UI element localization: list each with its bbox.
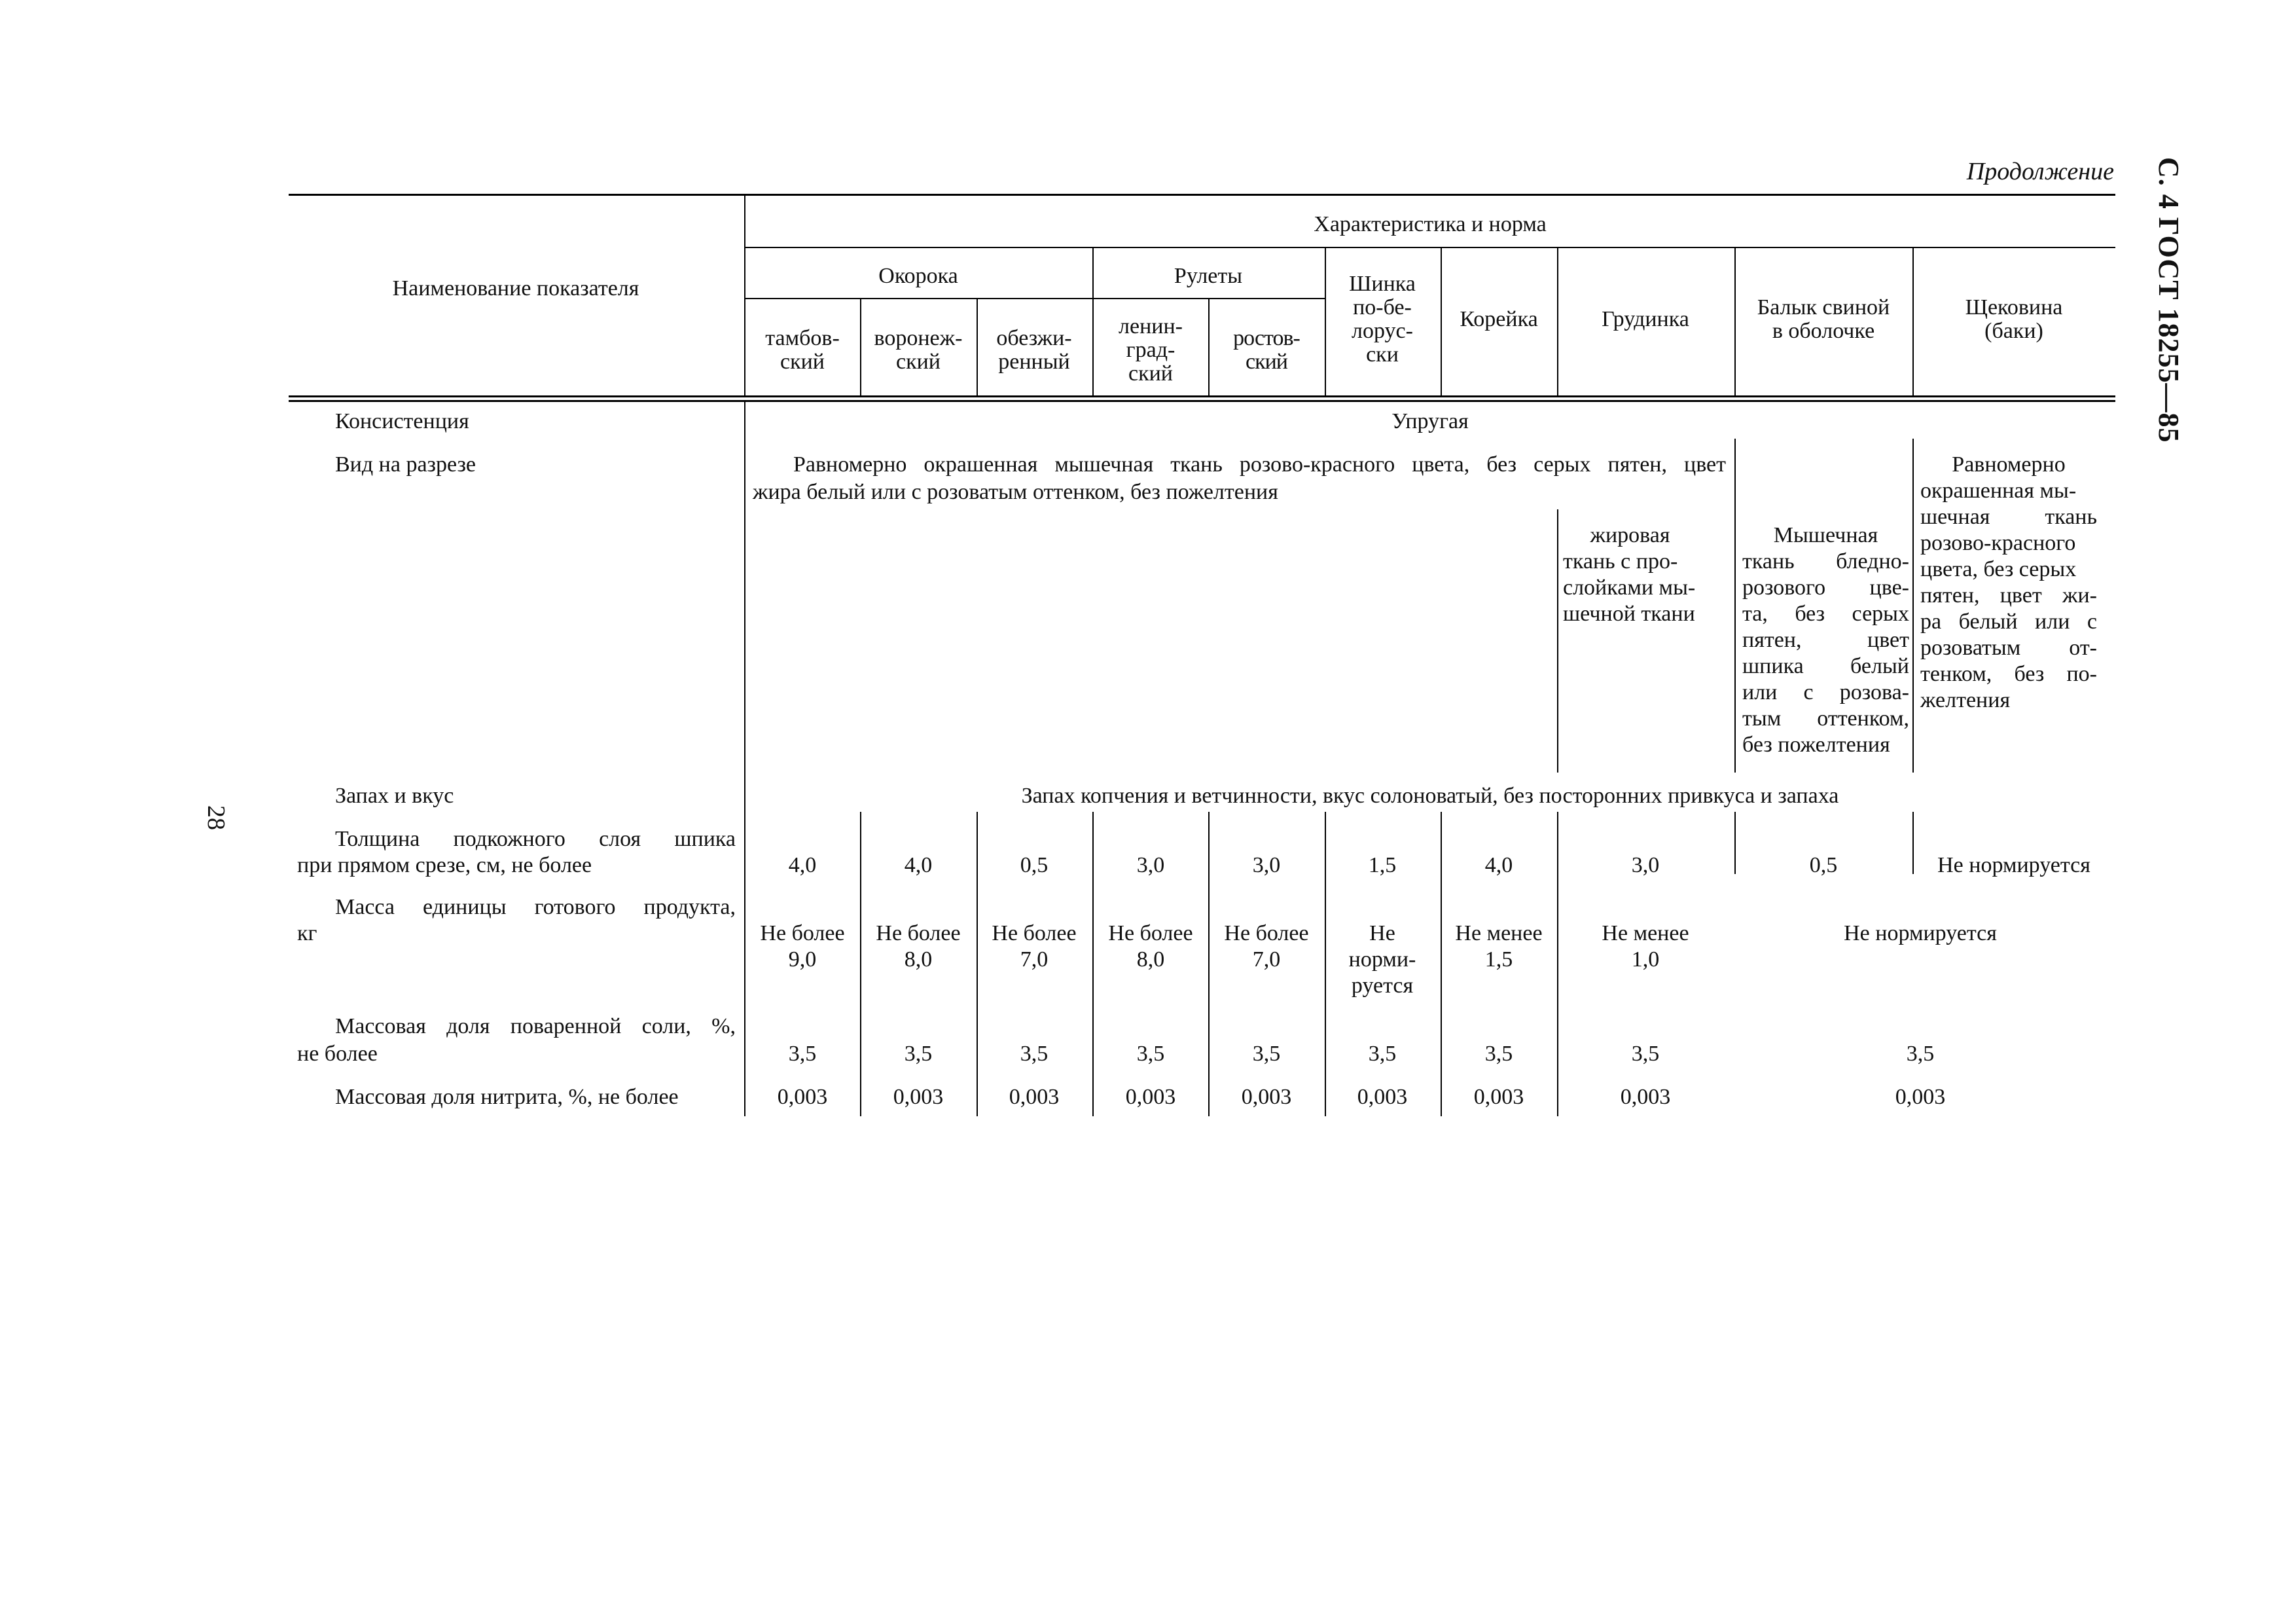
header-bottom-rule [289,395,2115,397]
unit-mass-value: Не менее 1,5 [1455,921,1543,972]
body-divider [860,812,861,1116]
header-col-voronezhsky: воронеж- ский [874,326,963,374]
smell-taste-value: Запах копчения и ветчинности, вкус солоноватый, без посторонних привкуса и запаха [1021,784,1839,808]
row-label-unit-mass-cont: кг [297,921,317,945]
header-group-rulety: Рулеты [1174,264,1243,288]
body-divider [977,812,978,1116]
header-divider [1734,247,1736,396]
header-col-koreika: Корейка [1460,307,1538,331]
header-col-tambovsky: тамбов- ский [765,326,840,374]
continuation-label: Продолжение [1966,158,2114,185]
row-label-cut-view: Вид на разрезе [335,452,476,477]
unit-mass-last: Не нормируется [1844,921,1997,945]
row-label-salt-cont: не более [297,1042,378,1066]
salt-value: 3,5 [1252,1042,1281,1066]
body-divider [1734,812,1736,874]
nitrite-value: 0,003 [1620,1085,1671,1109]
row-label-fat-thickness: Толщина подкожного слоя шпика [335,827,736,851]
body-divider-grudinka [1557,509,1558,773]
body-divider [1208,812,1210,1116]
nitrite-value: 0,003 [777,1085,828,1109]
cut-view-grudinka: жировая ткань с про- слойками мы- шечной ткани [1563,523,1696,626]
salt-value: 3,5 [1136,1042,1165,1066]
header-col-leningradsky: ленин- град- ский [1119,314,1183,386]
fat-thickness-value: 0,5 [1809,853,1838,877]
body-divider-shchekovina [1912,439,1914,773]
salt-value: 3,5 [1368,1042,1397,1066]
row-label-smell-taste: Запах и вкус [335,784,454,808]
consistency-value: Упругая [1391,409,1469,433]
salt-value: 3,5 [788,1042,817,1066]
body-divider [1441,812,1442,1116]
header-rule-characteristic [745,247,2115,248]
header-bottom-rule-double [289,400,2115,402]
body-divider-balyk [1734,439,1736,773]
header-divider [860,298,861,396]
header-col-grudinka: Грудинка [1602,307,1689,331]
header-divider [1092,247,1094,396]
unit-mass-value: Не более 9,0 [760,921,845,972]
fat-thickness-value: 3,0 [1136,853,1165,877]
nitrite-value: 0,003 [1241,1085,1292,1109]
row-label-fat-thickness-cont: при прямом срезе, см, не более [297,853,592,877]
table-top-rule [289,194,2115,196]
header-divider [1208,298,1210,396]
header-characteristic: Характеристика и норма [1314,212,1547,236]
nitrite-value: 0,003 [1009,1085,1060,1109]
body-divider [1325,812,1326,1116]
body-divider [1557,812,1558,1116]
header-divider [1325,247,1326,396]
row-label-nitrite: Массовая доля нитрита, %, не более [335,1085,679,1109]
header-rule-groups [745,298,1326,299]
nitrite-value: 0,003 [1125,1085,1176,1109]
fat-thickness-value: 0,5 [1020,853,1049,877]
nitrite-last: 0,003 [1895,1085,1946,1109]
nitrite-value: 0,003 [893,1085,944,1109]
body-divider [1092,812,1094,1116]
salt-last: 3,5 [1906,1042,1935,1066]
fat-thickness-value: 4,0 [904,853,933,877]
fat-thickness-value: 4,0 [1484,853,1513,877]
unit-mass-value: Не более 7,0 [992,921,1077,972]
body-divider [1912,812,1914,874]
header-divider [1912,247,1914,396]
row-label-unit-mass: Масса единицы готового продукта, [335,895,736,919]
header-col-shchekovina: Щековина (баки) [1965,295,2063,343]
header-divider [1441,247,1442,396]
header-indicator-name: Наименование показателя [392,276,639,301]
row-label-consistency: Консистенция [335,409,469,433]
cut-view-main-line1: Равномерно окрашенная мышечная ткань розово-красного цвета, без серых пятен, цвет [793,452,1726,477]
row-label-salt: Массовая доля поваренной соли, %, [335,1014,736,1038]
cut-view-shchekovina: Равномерно окрашенная мы- шечная ткань розово-красного цвета, без серых пятен, цвет жи- ра белый или с розоватым от- тенком, без по- желтения [1920,452,2097,712]
header-divider-indicator [744,194,745,396]
unit-mass-value: Не более 8,0 [1108,921,1193,972]
header-divider [977,298,978,396]
page-number: 28 [202,805,230,830]
unit-mass-value: Не норми- руется [1348,921,1416,998]
fat-thickness-value: 4,0 [788,853,817,877]
salt-value: 3,5 [1484,1042,1513,1066]
salt-value: 3,5 [1631,1042,1660,1066]
nitrite-value: 0,003 [1357,1085,1408,1109]
salt-value: 3,5 [1020,1042,1049,1066]
header-col-rostovsky: ростов- ский [1233,326,1300,374]
salt-value: 3,5 [904,1042,933,1066]
unit-mass-value: Не более 8,0 [876,921,961,972]
fat-thickness-value: 1,5 [1368,853,1397,877]
unit-mass-value: Не более 7,0 [1224,921,1309,972]
unit-mass-value: Не менее 1,0 [1602,921,1689,972]
header-col-obezzhirenny: обезжи- ренный [996,326,1072,374]
nitrite-value: 0,003 [1473,1085,1524,1109]
document-header: С. 4 ГОСТ 18255—85 [2153,157,2185,443]
cut-view-balyk: Мышечная ткань бледно- розового цве- та, без серых пятен, цвет шпика белый или с розова- тым оттенком, без пожелтения [1742,523,1909,757]
header-group-okoroka: Окорока [878,264,958,288]
header-divider [1557,247,1558,396]
header-col-shinka: Шинка по-бе- лорус- ски [1349,272,1416,367]
fat-thickness-value: 3,0 [1252,853,1281,877]
fat-thickness-value: 3,0 [1631,853,1660,877]
cut-view-main-line2: жира белый или с розоватым оттенком, без пожелтения [753,480,1278,504]
body-divider-indicator [744,401,745,1116]
fat-thickness-shchekovina: Не нормируется [1937,853,2090,877]
header-col-balyk: Балык свиной в оболочке [1757,295,1890,343]
